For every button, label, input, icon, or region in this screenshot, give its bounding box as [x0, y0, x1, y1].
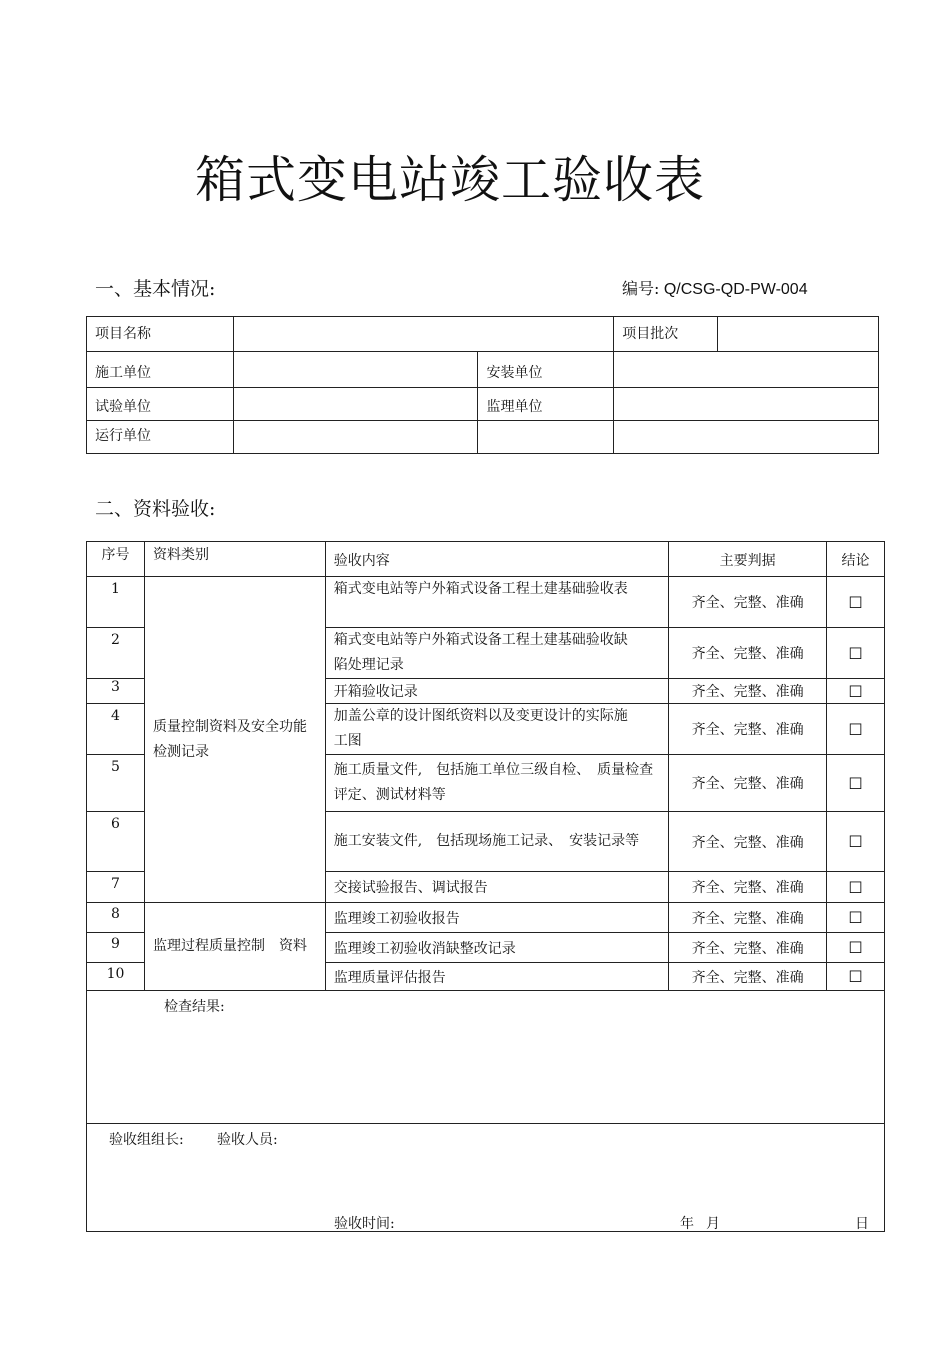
header-content: 验收内容 — [325, 542, 669, 577]
header-criteria: 主要判据 — [669, 542, 827, 577]
section-docs-title: 二、资料验收: — [95, 498, 216, 520]
basic-info-table — [86, 316, 879, 454]
test-unit-value[interactable] — [233, 388, 478, 421]
row-content: 加盖公章的设计图纸资料以及变更设计的实际施工图 — [325, 704, 669, 755]
code-value: Q/CSG-QD-PW-004 — [663, 281, 808, 298]
section-basic-title: 一、基本情况: — [95, 278, 216, 300]
project-name-label: 项目名称 — [87, 317, 234, 352]
row-content: 监理质量评估报告 — [325, 963, 669, 991]
row-content: 箱式变电站等户外箱式设备工程土建基础验收缺陷处理记录 — [325, 628, 669, 679]
row-content: 开箱验收记录 — [325, 679, 669, 704]
row-checkbox[interactable]: ☐ — [827, 577, 885, 628]
test-unit-label: 试验单位 — [87, 388, 234, 421]
row-no: 3 — [87, 679, 145, 704]
project-batch-value[interactable] — [718, 317, 879, 352]
header-no: 序号 — [87, 542, 145, 577]
supervision-unit-label: 监理单位 — [478, 388, 614, 421]
row-criteria: 齐全、完整、准确 — [669, 628, 827, 679]
row-criteria: 齐全、完整、准确 — [669, 963, 827, 991]
row-checkbox[interactable]: ☐ — [827, 755, 885, 812]
row-content: 箱式变电站等户外箱式设备工程土建基础验收表 — [325, 577, 669, 628]
row-no: 4 — [87, 704, 145, 755]
header-category: 资料类别 — [144, 542, 325, 577]
supervision-unit-value[interactable] — [614, 388, 879, 421]
inspection-result-label: 检查结果: — [164, 999, 225, 1015]
row-criteria: 齐全、完整、准确 — [669, 577, 827, 628]
row-no: 8 — [87, 903, 145, 933]
row-no: 6 — [87, 812, 145, 872]
operation-unit-value[interactable] — [233, 421, 478, 454]
row-no: 10 — [87, 963, 145, 991]
row-criteria: 齐全、完整、准确 — [669, 704, 827, 755]
row-criteria: 齐全、完整、准确 — [669, 872, 827, 903]
leader-label: 验收组组长: — [109, 1132, 184, 1148]
operation-extra-value[interactable] — [614, 421, 879, 454]
document-code — [622, 276, 808, 299]
row-criteria: 齐全、完整、准确 — [669, 903, 827, 933]
row-checkbox[interactable]: ☐ — [827, 933, 885, 963]
install-unit-label: 安装单位 — [478, 352, 614, 388]
row-content: 监理竣工初验收消缺整改记录 — [325, 933, 669, 963]
row-checkbox[interactable]: ☐ — [827, 628, 885, 679]
row-no: 1 — [87, 577, 145, 628]
row-criteria: 齐全、完整、准确 — [669, 812, 827, 872]
construction-unit-label: 施工单位 — [87, 352, 234, 388]
docs-table — [86, 541, 885, 1232]
header-result: 结论 — [827, 542, 885, 577]
row-content: 施工质量文件, 包括施工单位三级自检、 质量检查评定、测试材料等 — [325, 755, 669, 812]
row-content: 监理竣工初验收报告 — [325, 903, 669, 933]
month-label: 月 — [706, 1216, 720, 1232]
operation-unit-label: 运行单位 — [87, 421, 234, 454]
category-quality: 质量控制资料及安全功能检测记录 — [144, 577, 325, 903]
row-no: 7 — [87, 872, 145, 903]
inspection-result-area[interactable] — [87, 991, 885, 1124]
row-criteria: 齐全、完整、准确 — [669, 933, 827, 963]
page-title: 箱式变电站竣工验收表 — [195, 151, 705, 209]
row-no: 9 — [87, 933, 145, 963]
row-criteria: 齐全、完整、准确 — [669, 679, 827, 704]
row-content: 施工安装文件, 包括现场施工记录、 安装记录等 — [325, 812, 669, 872]
row-checkbox[interactable]: ☐ — [827, 812, 885, 872]
project-name-value[interactable] — [233, 317, 613, 352]
row-checkbox[interactable]: ☐ — [827, 903, 885, 933]
row-criteria: 齐全、完整、准确 — [669, 755, 827, 812]
category-supervision: 监理过程质量控制 资料 — [144, 903, 325, 991]
operation-extra-cell[interactable] — [478, 421, 614, 454]
project-batch-label: 项目批次 — [614, 317, 718, 352]
members-label: 验收人员: — [217, 1132, 278, 1148]
code-label: 编号: — [622, 279, 660, 298]
signature-area[interactable] — [87, 1124, 885, 1232]
day-label: 日 — [855, 1216, 869, 1232]
row-no: 5 — [87, 755, 145, 812]
install-unit-value[interactable] — [614, 352, 879, 388]
year-label: 年 — [680, 1216, 694, 1232]
row-checkbox[interactable]: ☐ — [827, 679, 885, 704]
row-checkbox[interactable]: ☐ — [827, 704, 885, 755]
row-checkbox[interactable]: ☐ — [827, 963, 885, 991]
time-label: 验收时间: — [334, 1216, 395, 1232]
row-no: 2 — [87, 628, 145, 679]
row-content: 交接试验报告、调试报告 — [325, 872, 669, 903]
row-checkbox[interactable]: ☐ — [827, 872, 885, 903]
construction-unit-value[interactable] — [233, 352, 478, 388]
